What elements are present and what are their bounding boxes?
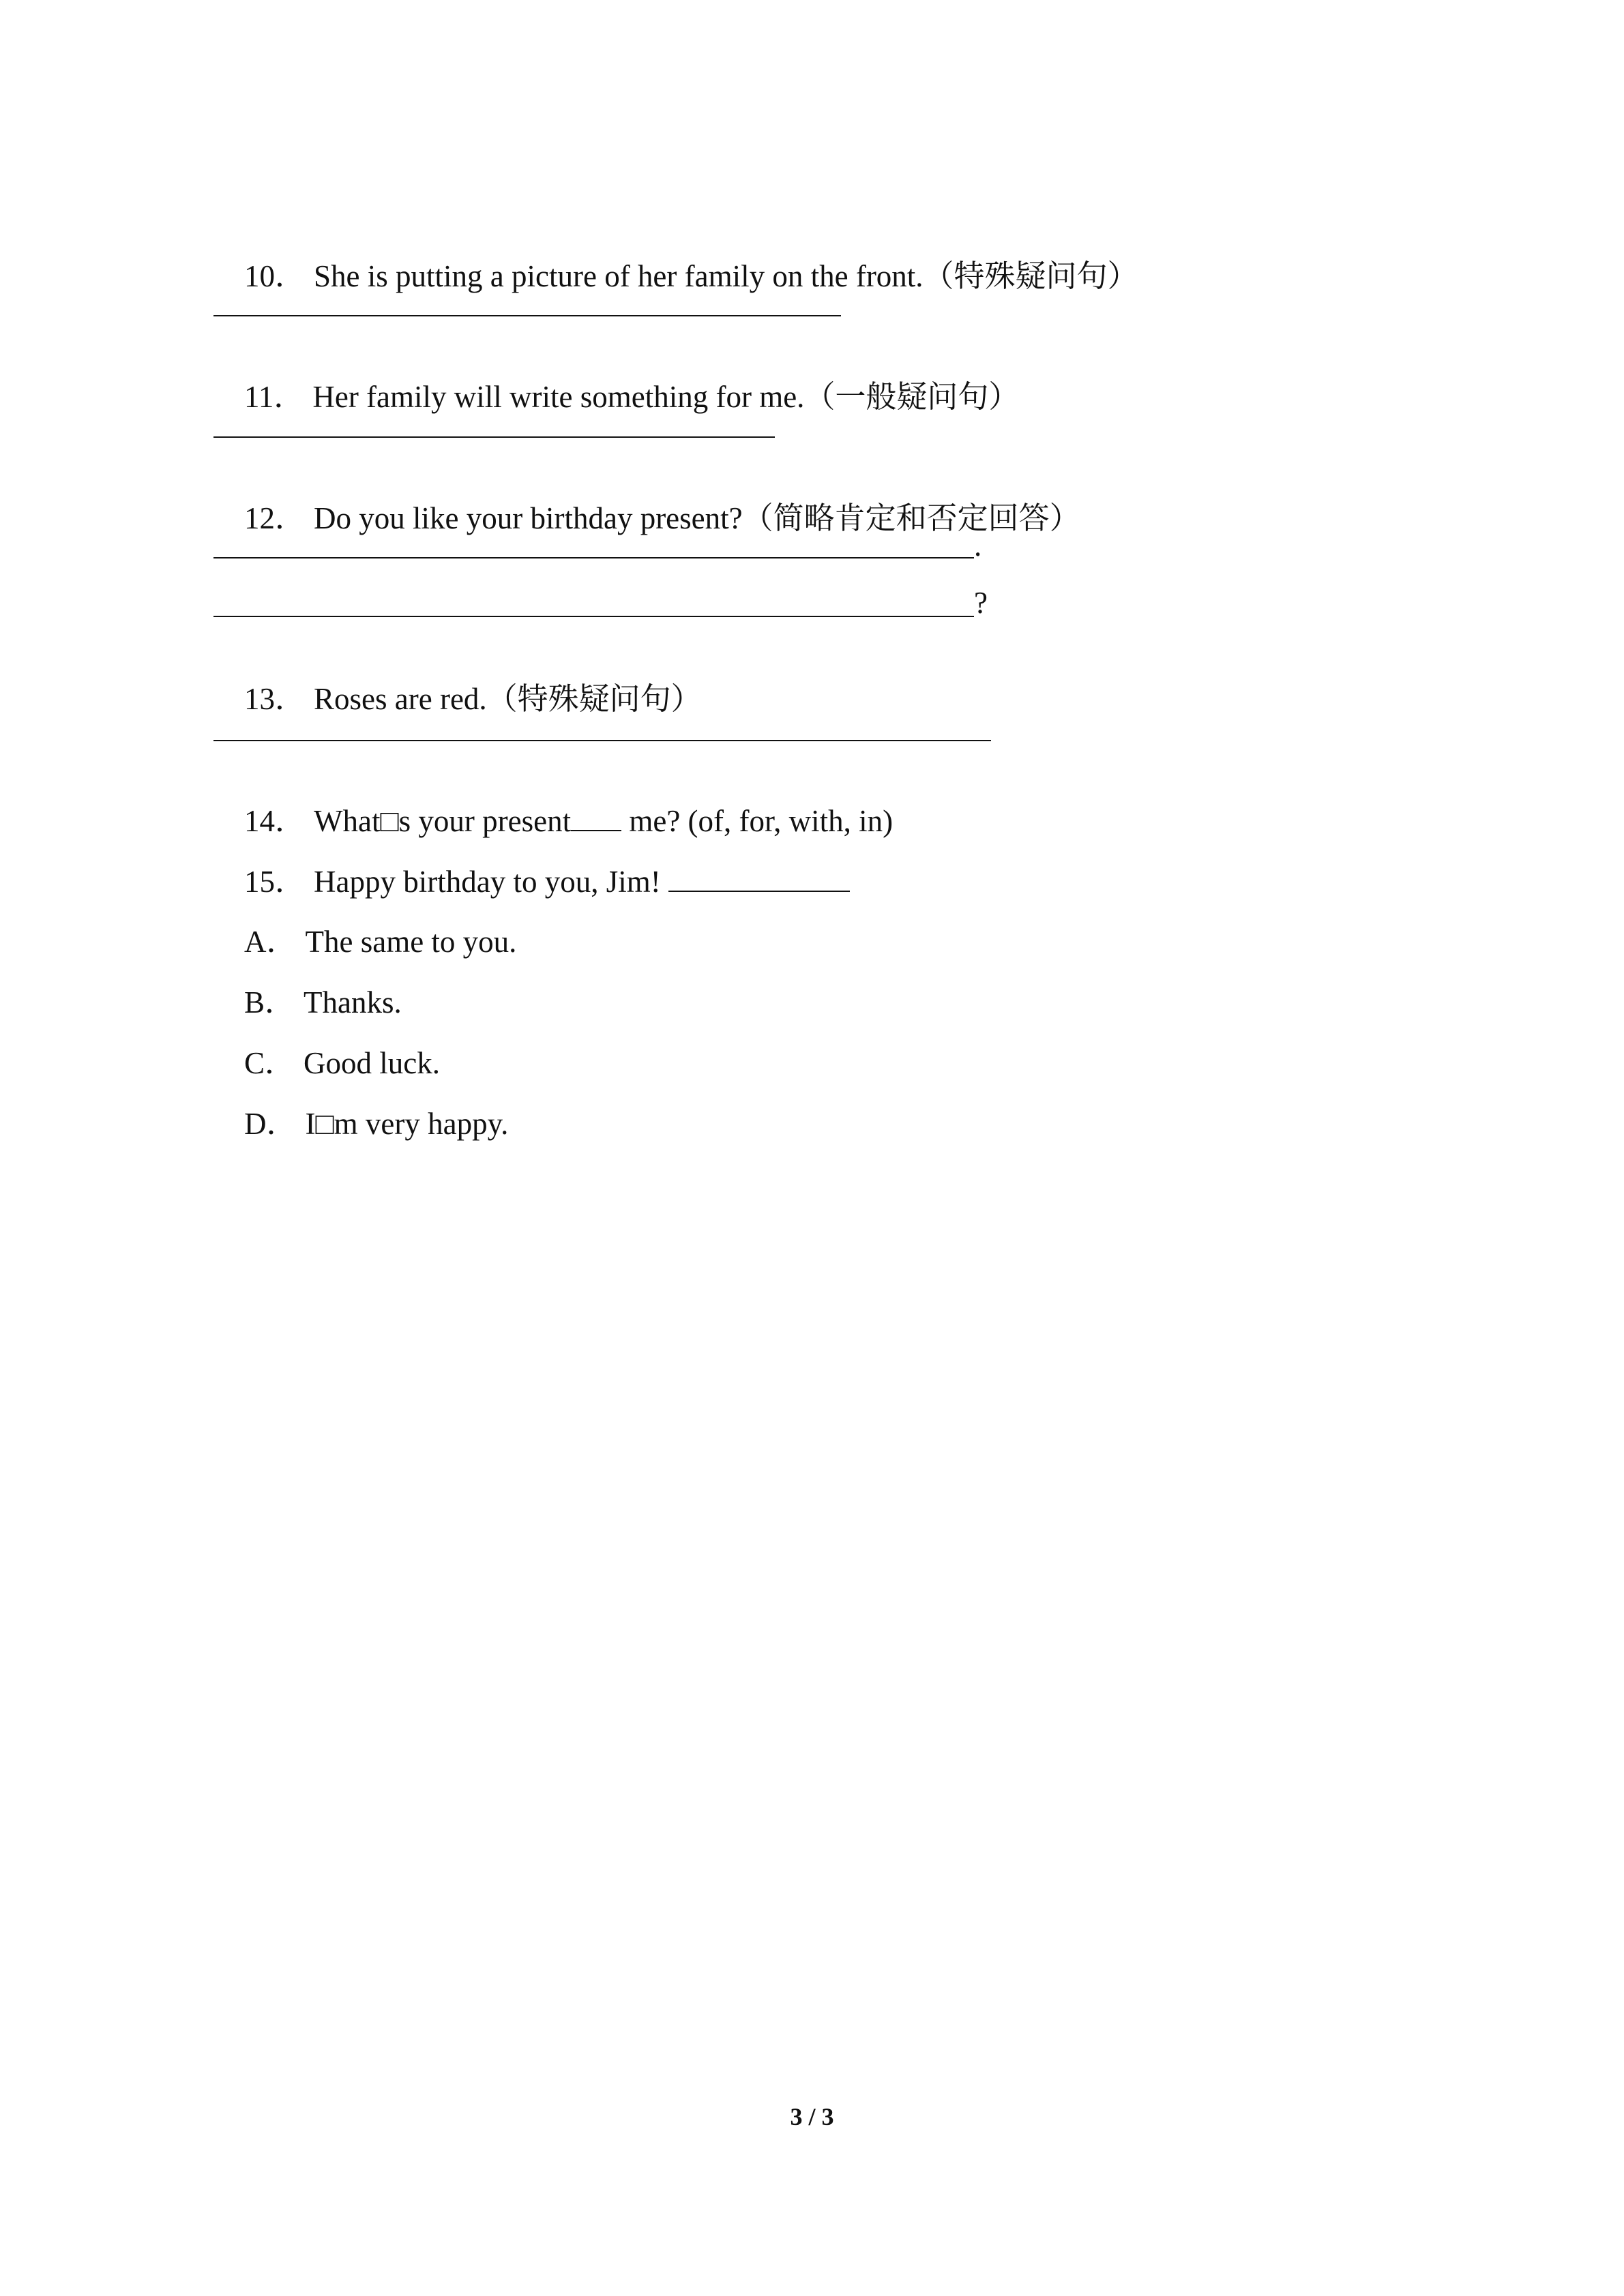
option-text: Thanks. bbox=[304, 985, 402, 1019]
option-text: Good luck. bbox=[304, 1046, 440, 1080]
question-text-before: What□s your present bbox=[314, 804, 572, 838]
option-d bbox=[213, 1062, 508, 1185]
question-number: 12． bbox=[244, 501, 306, 535]
question-number: 13． bbox=[244, 682, 306, 716]
option-text: The same to you. bbox=[305, 925, 517, 959]
answer-line-12-negative[interactable] bbox=[213, 616, 974, 617]
question-text: Do you like your birthday present?（简略肯定和否定回答） bbox=[314, 501, 1080, 535]
option-text: I□m very happy. bbox=[305, 1107, 509, 1141]
question-number: 11． bbox=[244, 380, 305, 414]
question-text: Happy birthday to you, Jim! bbox=[314, 865, 668, 899]
answer-line-12-affirmative[interactable] bbox=[213, 557, 974, 558]
question-text: Her family will write something for me.（一般疑问句） bbox=[312, 380, 1020, 414]
answer-line-11[interactable] bbox=[213, 436, 775, 438]
question-number: 10． bbox=[244, 259, 306, 293]
question-11 bbox=[213, 336, 1019, 458]
fill-blank-15[interactable] bbox=[668, 861, 850, 892]
answer-line-13[interactable] bbox=[213, 740, 991, 741]
question-text-after: me? (of, for, with, in) bbox=[621, 804, 894, 838]
question-number: 14． bbox=[244, 804, 306, 838]
page-number: 3 / 3 bbox=[790, 2103, 834, 2130]
answer-end-period: . bbox=[974, 528, 982, 563]
question-10 bbox=[213, 215, 1138, 338]
question-number: 15． bbox=[244, 865, 306, 899]
answer-line-10[interactable] bbox=[213, 315, 841, 316]
option-letter: A． bbox=[244, 925, 297, 959]
answer-end-question: ? bbox=[974, 586, 988, 620]
option-letter: B． bbox=[244, 985, 296, 1019]
option-letter: C． bbox=[244, 1046, 296, 1080]
question-text: She is putting a picture of her family on the front.（特殊疑问句） bbox=[314, 259, 1138, 293]
question-text: Roses are red.（特殊疑问句） bbox=[314, 682, 702, 716]
question-12 bbox=[213, 457, 1080, 580]
question-13 bbox=[213, 638, 702, 760]
option-letter: D． bbox=[244, 1107, 297, 1141]
